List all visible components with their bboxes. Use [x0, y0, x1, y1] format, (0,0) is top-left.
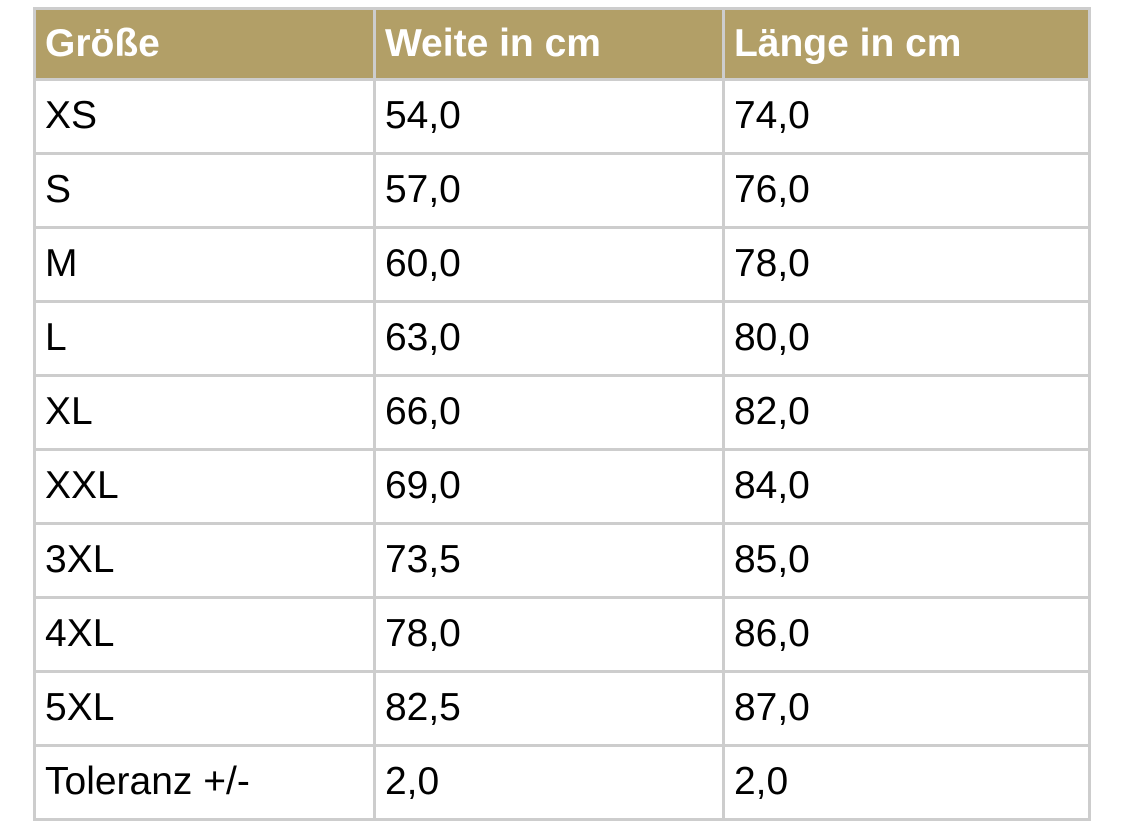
laenge-cell: 82,0 [725, 377, 1091, 451]
laenge-cell: 74,0 [725, 81, 1091, 155]
size-cell: XXL [36, 451, 376, 525]
laenge-cell: 2,0 [725, 747, 1091, 821]
size-cell: S [36, 155, 376, 229]
table-row-4xl [36, 599, 1091, 673]
laenge-cell: 80,0 [725, 303, 1091, 377]
header-row [36, 10, 1091, 81]
size-cell: 5XL [36, 673, 376, 747]
weite-cell: 57,0 [376, 155, 725, 229]
weite-cell: 69,0 [376, 451, 725, 525]
laenge-cell: 85,0 [725, 525, 1091, 599]
weite-cell: 82,5 [376, 673, 725, 747]
size-cell: 4XL [36, 599, 376, 673]
table-row-xxl [36, 451, 1091, 525]
laenge-cell: 87,0 [725, 673, 1091, 747]
laenge-cell: 84,0 [725, 451, 1091, 525]
column-header-groesse: Größe [36, 10, 376, 81]
column-header-weite: Weite in cm [376, 10, 725, 81]
weite-cell: 63,0 [376, 303, 725, 377]
table-row-3xl [36, 525, 1091, 599]
size-cell: 3XL [36, 525, 376, 599]
table-row-xl [36, 377, 1091, 451]
size-cell: M [36, 229, 376, 303]
size-cell: Toleranz +/- [36, 747, 376, 821]
table-row-s [36, 155, 1091, 229]
table-row-m [36, 229, 1091, 303]
weite-cell: 54,0 [376, 81, 725, 155]
table-row-l [36, 303, 1091, 377]
laenge-cell: 76,0 [725, 155, 1091, 229]
table-row-xs [36, 81, 1091, 155]
size-cell: L [36, 303, 376, 377]
table-row-toleranz [36, 747, 1091, 821]
size-cell: XL [36, 377, 376, 451]
column-header-laenge: Länge in cm [725, 10, 1091, 81]
size-cell: XS [36, 81, 376, 155]
weite-cell: 73,5 [376, 525, 725, 599]
weite-cell: 78,0 [376, 599, 725, 673]
weite-cell: 60,0 [376, 229, 725, 303]
weite-cell: 2,0 [376, 747, 725, 821]
laenge-cell: 86,0 [725, 599, 1091, 673]
weite-cell: 66,0 [376, 377, 725, 451]
table-row-5xl [36, 673, 1091, 747]
laenge-cell: 78,0 [725, 229, 1091, 303]
size-chart-table [33, 7, 1091, 821]
